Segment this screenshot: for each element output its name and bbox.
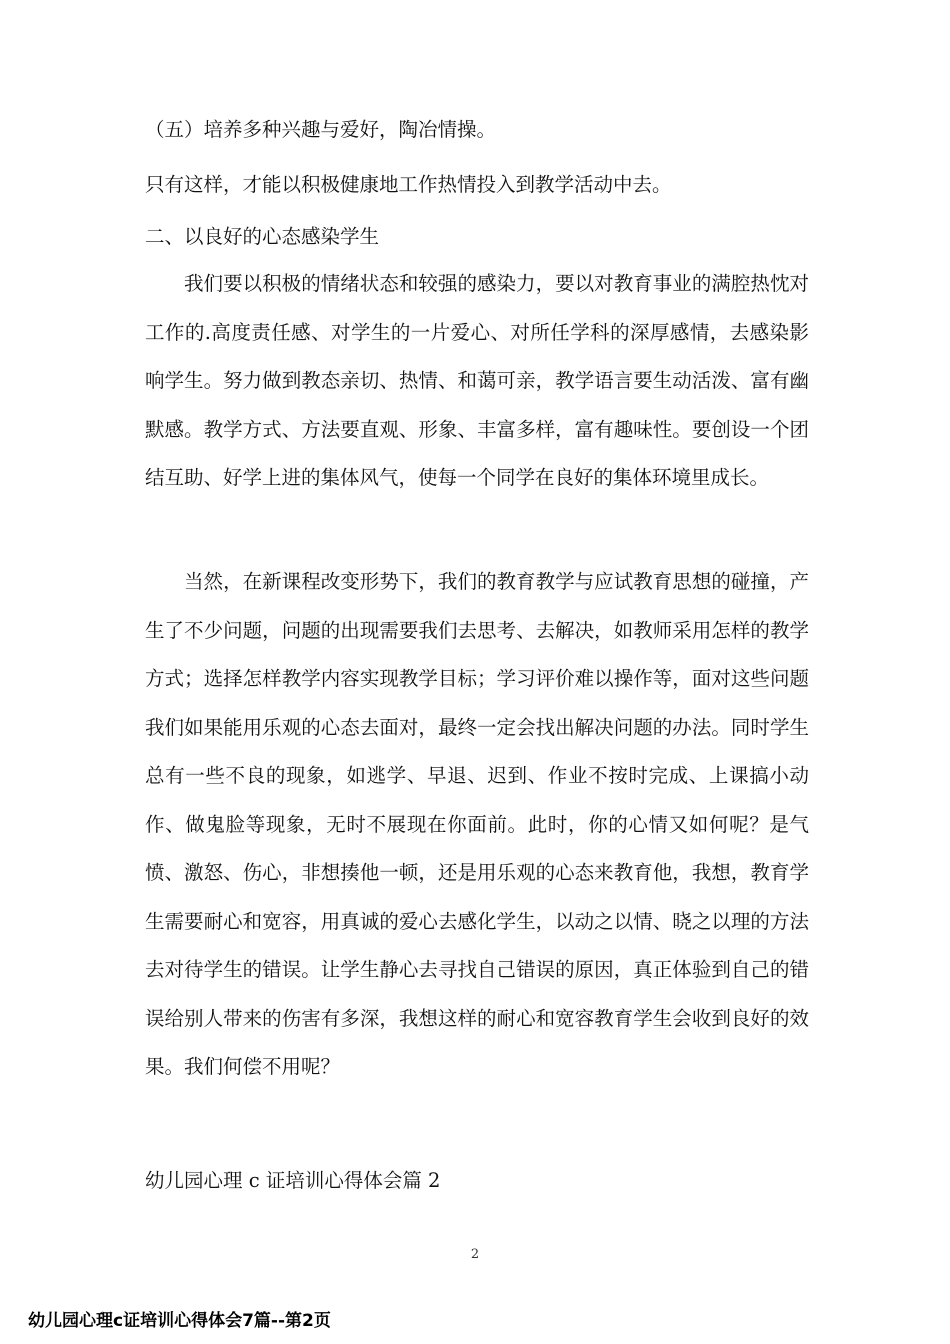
list-item-five: （五）培养多种兴趣与爱好，陶冶情操。 — [145, 118, 497, 141]
summary-sentence: 只有这样，才能以积极健康地工作热情投入到教学活动中去。 — [145, 173, 672, 196]
section-heading-two: 二、以良好的心态感染学生 — [145, 225, 380, 248]
paragraph-challenges: 当然，在新课程改变形势下，我们的教育教学与应试教育思想的碰撞，产生了不少问题，问题的出现需要我们去思考、去解决，如教师采用怎样的教学方式；选择怎样教学内容实现教学目标；学习评价难以操作等，面对这些问题我们如果能用乐观的心态去面对，最终一定会找出解决问题的办法。同时学生总有一些不良的现象，如逃学、早退、迟到、作业不按时完成、上课搞小动作、做鬼脸等现象，无时不展现在你面前。此时，你的心情又如何呢？是气愤、激怒、伤心，非想揍他一顿，还是用乐观的心态来教育他，我想，教育学生需要耐心和宽容，用真诚的爱心去感化学生，以动之以情、晓之以理的方法去对待学生的错误。让学生静心去寻找自己错误的原因，真正体验到自己的错误给别人带来的伤害有多深，我想这样的耐心和宽容教育学生会收到良好的效果。我们何偿不用呢？ — [145, 570, 809, 1078]
footer-title: 幼儿园心理c证培训心得体会7篇--第2页 — [28, 1311, 331, 1331]
paragraph-mindset: 我们要以积极的情绪状态和较强的感染力，要以对教育事业的满腔热忱对工作的.高度责任感、对学生的一片爱心、对所任学科的深厚感情，去感染影响学生。努力做到教态亲切、热情、和蔼可亲，教学语言要生动活泼、富有幽默感。教学方式、方法要直观、形象、丰富多样，富有趣味性。要创设一个团结互助、好学上进的集体风气，使每一个同学在良好的集体环境里成长。 — [145, 272, 809, 489]
next-article-heading: 幼儿园心理 c 证培训心得体会篇 2 — [145, 1169, 441, 1192]
page-number: 2 — [470, 1247, 480, 1262]
